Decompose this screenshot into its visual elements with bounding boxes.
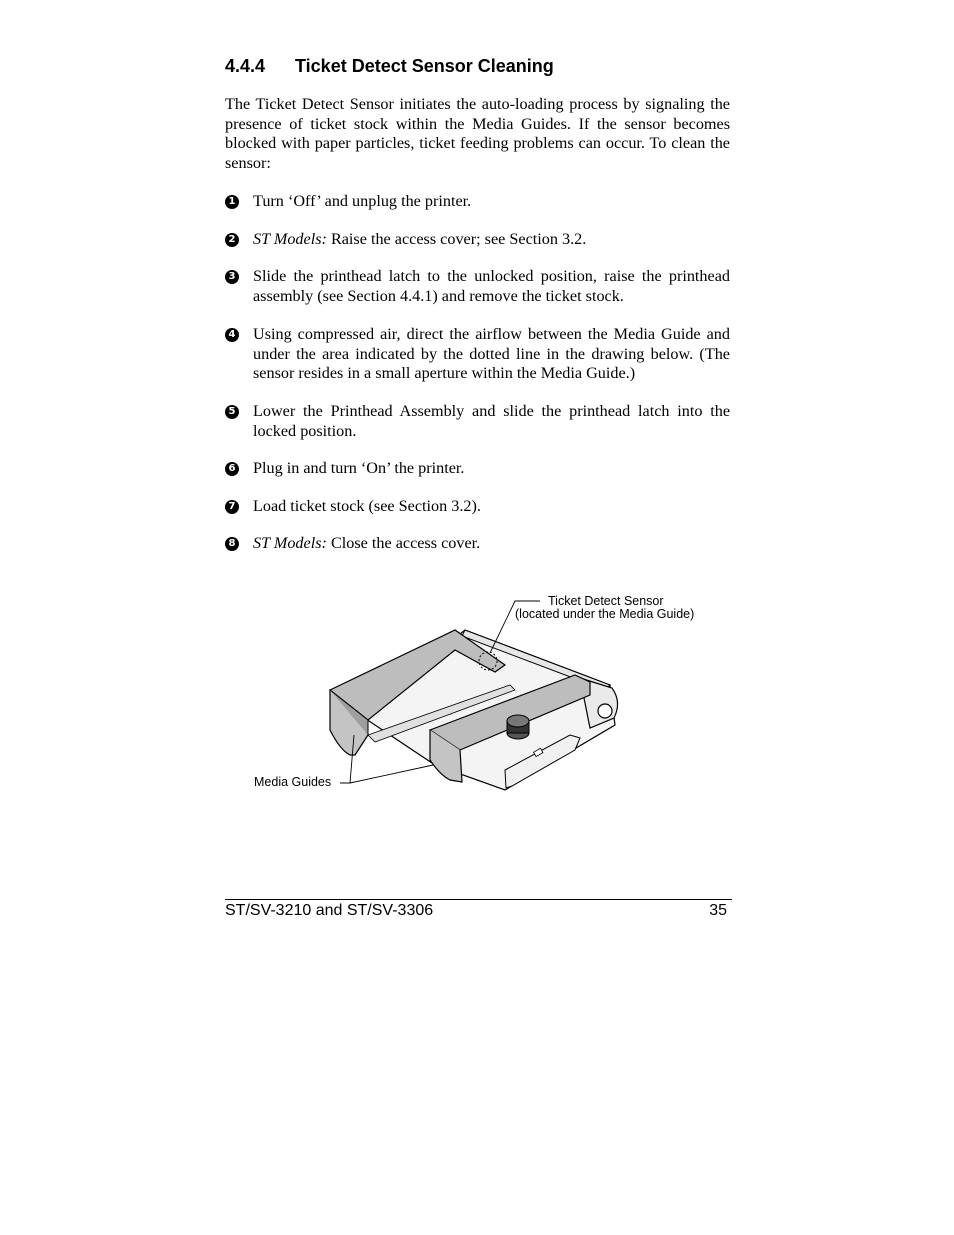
step-lead: ST Models: xyxy=(253,534,327,552)
section-title: Ticket Detect Sensor Cleaning xyxy=(295,56,554,76)
intro-paragraph: The Ticket Detect Sensor initiates the auto-loading process by signaling the presence of ticket stock within the Media Guides. If the sensor becomes blocked with paper particles, ticket feeding problems can occur. To clean the sensor: xyxy=(225,95,730,172)
step-text: Slide the printhead latch to the unlocked position, raise the printhead assembly (see Section 4.4.1) and remove the ticket stock. xyxy=(253,267,730,305)
footer-page-number: 35 xyxy=(709,902,727,919)
step-text: Plug in and turn ‘On’ the printer. xyxy=(253,459,465,477)
footer-document-title: ST/SV-3210 and ST/SV-3306 xyxy=(225,902,434,919)
step-text: Turn ‘Off’ and unplug the printer. xyxy=(253,192,472,210)
step-text: Raise the access cover; see Section 3.2. xyxy=(326,230,587,248)
step-4 xyxy=(225,325,730,384)
step-number-badge: 6 xyxy=(225,462,239,476)
step-number-badge: 4 xyxy=(225,328,239,342)
step-text: Lower the Printhead Assembly and slide the printhead latch into the locked position. xyxy=(253,402,730,440)
step-2 xyxy=(225,230,730,250)
step-number-badge: 7 xyxy=(225,500,239,514)
step-number-badge: 2 xyxy=(225,233,239,247)
section-heading xyxy=(225,55,735,77)
step-6 xyxy=(225,459,730,479)
step-text: Close the access cover. xyxy=(326,534,481,552)
footer-divider xyxy=(225,899,732,900)
sensor-callout-line1: Ticket Detect Sensor xyxy=(548,594,664,608)
section-number: 4.4.4 xyxy=(225,56,266,76)
step-number-badge: 8 xyxy=(225,537,239,551)
step-5 xyxy=(225,402,730,441)
step-7 xyxy=(225,497,730,517)
step-text: Load ticket stock (see Section 3.2). xyxy=(253,497,481,515)
step-3 xyxy=(225,267,730,306)
sensor-callout-line2: (located under the Media Guide) xyxy=(515,607,695,621)
step-8 xyxy=(225,534,730,554)
step-1 xyxy=(225,192,730,212)
step-number-badge: 3 xyxy=(225,270,239,284)
step-number-badge: 5 xyxy=(225,405,239,419)
step-text: Using compressed air, direct the airflow between the Media Guide and under the area indicated by the dotted line in the drawing below. (The sensor resides in a small aperture within the Media Guide.) xyxy=(253,325,730,382)
media-guides-callout: Media Guides xyxy=(254,775,332,789)
step-number-badge: 1 xyxy=(225,195,239,209)
step-lead: ST Models: xyxy=(253,230,327,248)
